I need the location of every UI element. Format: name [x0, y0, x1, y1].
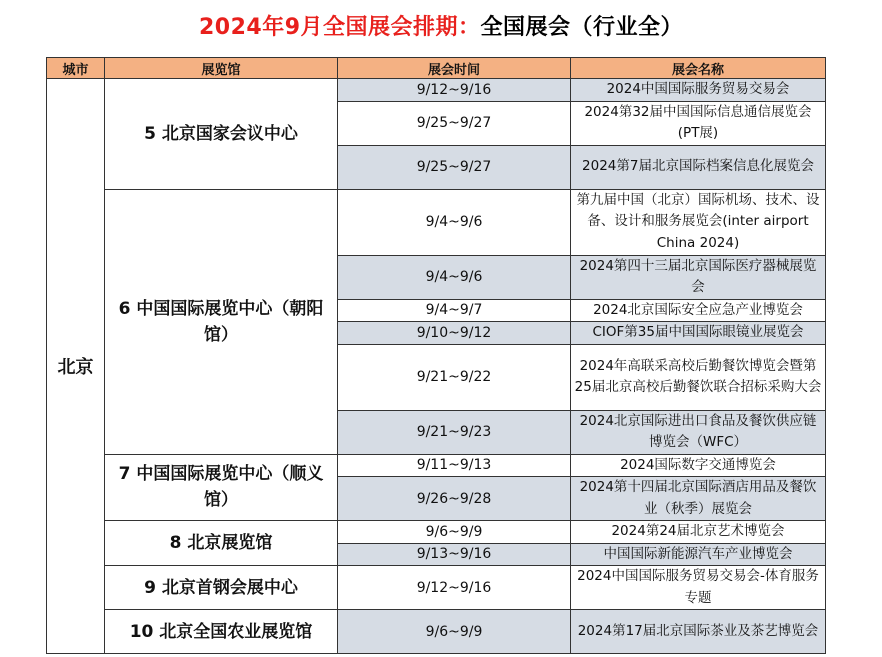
header-name: 展会名称	[571, 58, 826, 79]
event-name: 2024第十四届北京国际酒店用品及餐饮业（秋季）展览会	[571, 477, 826, 521]
event-time: 9/12~9/16	[338, 566, 571, 610]
page-title	[0, 12, 882, 44]
event-time: 9/25~9/27	[338, 145, 571, 189]
table-row	[47, 454, 826, 477]
event-time: 9/10~9/12	[338, 322, 571, 345]
table-row	[47, 189, 826, 255]
table-row	[47, 610, 826, 654]
table-row	[47, 79, 826, 102]
event-time: 9/11~9/13	[338, 454, 571, 477]
event-time: 9/13~9/16	[338, 543, 571, 566]
event-name: 第九届中国（北京）国际机场、技术、设备、设计和服务展览会(inter airport China 2024)	[571, 189, 826, 255]
header-time: 展会时间	[338, 58, 571, 79]
venue-cell: 10 北京全国农业展览馆	[105, 610, 338, 654]
event-time: 9/26~9/28	[338, 477, 571, 521]
event-time: 9/6~9/9	[338, 521, 571, 544]
event-name: 2024第7届北京国际档案信息化展览会	[571, 145, 826, 189]
event-name: CIOF第35届中国国际眼镜业展览会	[571, 322, 826, 345]
event-name: 中国国际新能源汽车产业博览会	[571, 543, 826, 566]
event-time: 9/6~9/9	[338, 610, 571, 654]
venue-cell: 8 北京展览馆	[105, 521, 338, 566]
table-row	[47, 521, 826, 544]
event-name: 2024北京国际进出口食品及餐饮供应链博览会（WFC）	[571, 410, 826, 454]
event-time: 9/25~9/27	[338, 101, 571, 145]
event-name: 2024第24届北京艺术博览会	[571, 521, 826, 544]
event-name: 2024北京国际安全应急产业博览会	[571, 299, 826, 322]
event-name: 2024第四十三届北京国际医疗器械展览会	[571, 255, 826, 299]
event-name: 2024中国国际服务贸易交易会	[571, 79, 826, 102]
event-time: 9/4~9/7	[338, 299, 571, 322]
table-row	[47, 566, 826, 610]
venue-cell: 5 北京国家会议中心	[105, 79, 338, 190]
page-title-part2: 全国展会（行业全）	[480, 15, 684, 40]
page-title-part1: 2024年9月全国展会排期：	[198, 15, 481, 40]
header-city: 城市	[47, 58, 105, 79]
venue-cell: 6 中国国际展览中心（朝阳馆）	[105, 189, 338, 454]
event-time: 9/4~9/6	[338, 189, 571, 255]
venue-cell: 9 北京首钢会展中心	[105, 566, 338, 610]
venue-cell: 7 中国国际展览中心（顺义馆）	[105, 454, 338, 521]
event-time: 9/21~9/22	[338, 344, 571, 410]
city-cell: 北京	[47, 79, 105, 654]
event-time: 9/4~9/6	[338, 255, 571, 299]
exhibition-table	[46, 57, 826, 654]
event-time: 9/21~9/23	[338, 410, 571, 454]
event-name: 2024第32届中国国际信息通信展览会(PT展)	[571, 101, 826, 145]
event-name: 2024第17届北京国际茶业及茶艺博览会	[571, 610, 826, 654]
header-venue: 展览馆	[105, 58, 338, 79]
event-name: 2024国际数字交通博览会	[571, 454, 826, 477]
event-time: 9/12~9/16	[338, 79, 571, 102]
event-name: 2024年高联采高校后勤餐饮博览会暨第25届北京高校后勤餐饮联合招标采购大会	[571, 344, 826, 410]
table-header-row	[47, 58, 826, 79]
event-name: 2024中国国际服务贸易交易会-体育服务专题	[571, 566, 826, 610]
